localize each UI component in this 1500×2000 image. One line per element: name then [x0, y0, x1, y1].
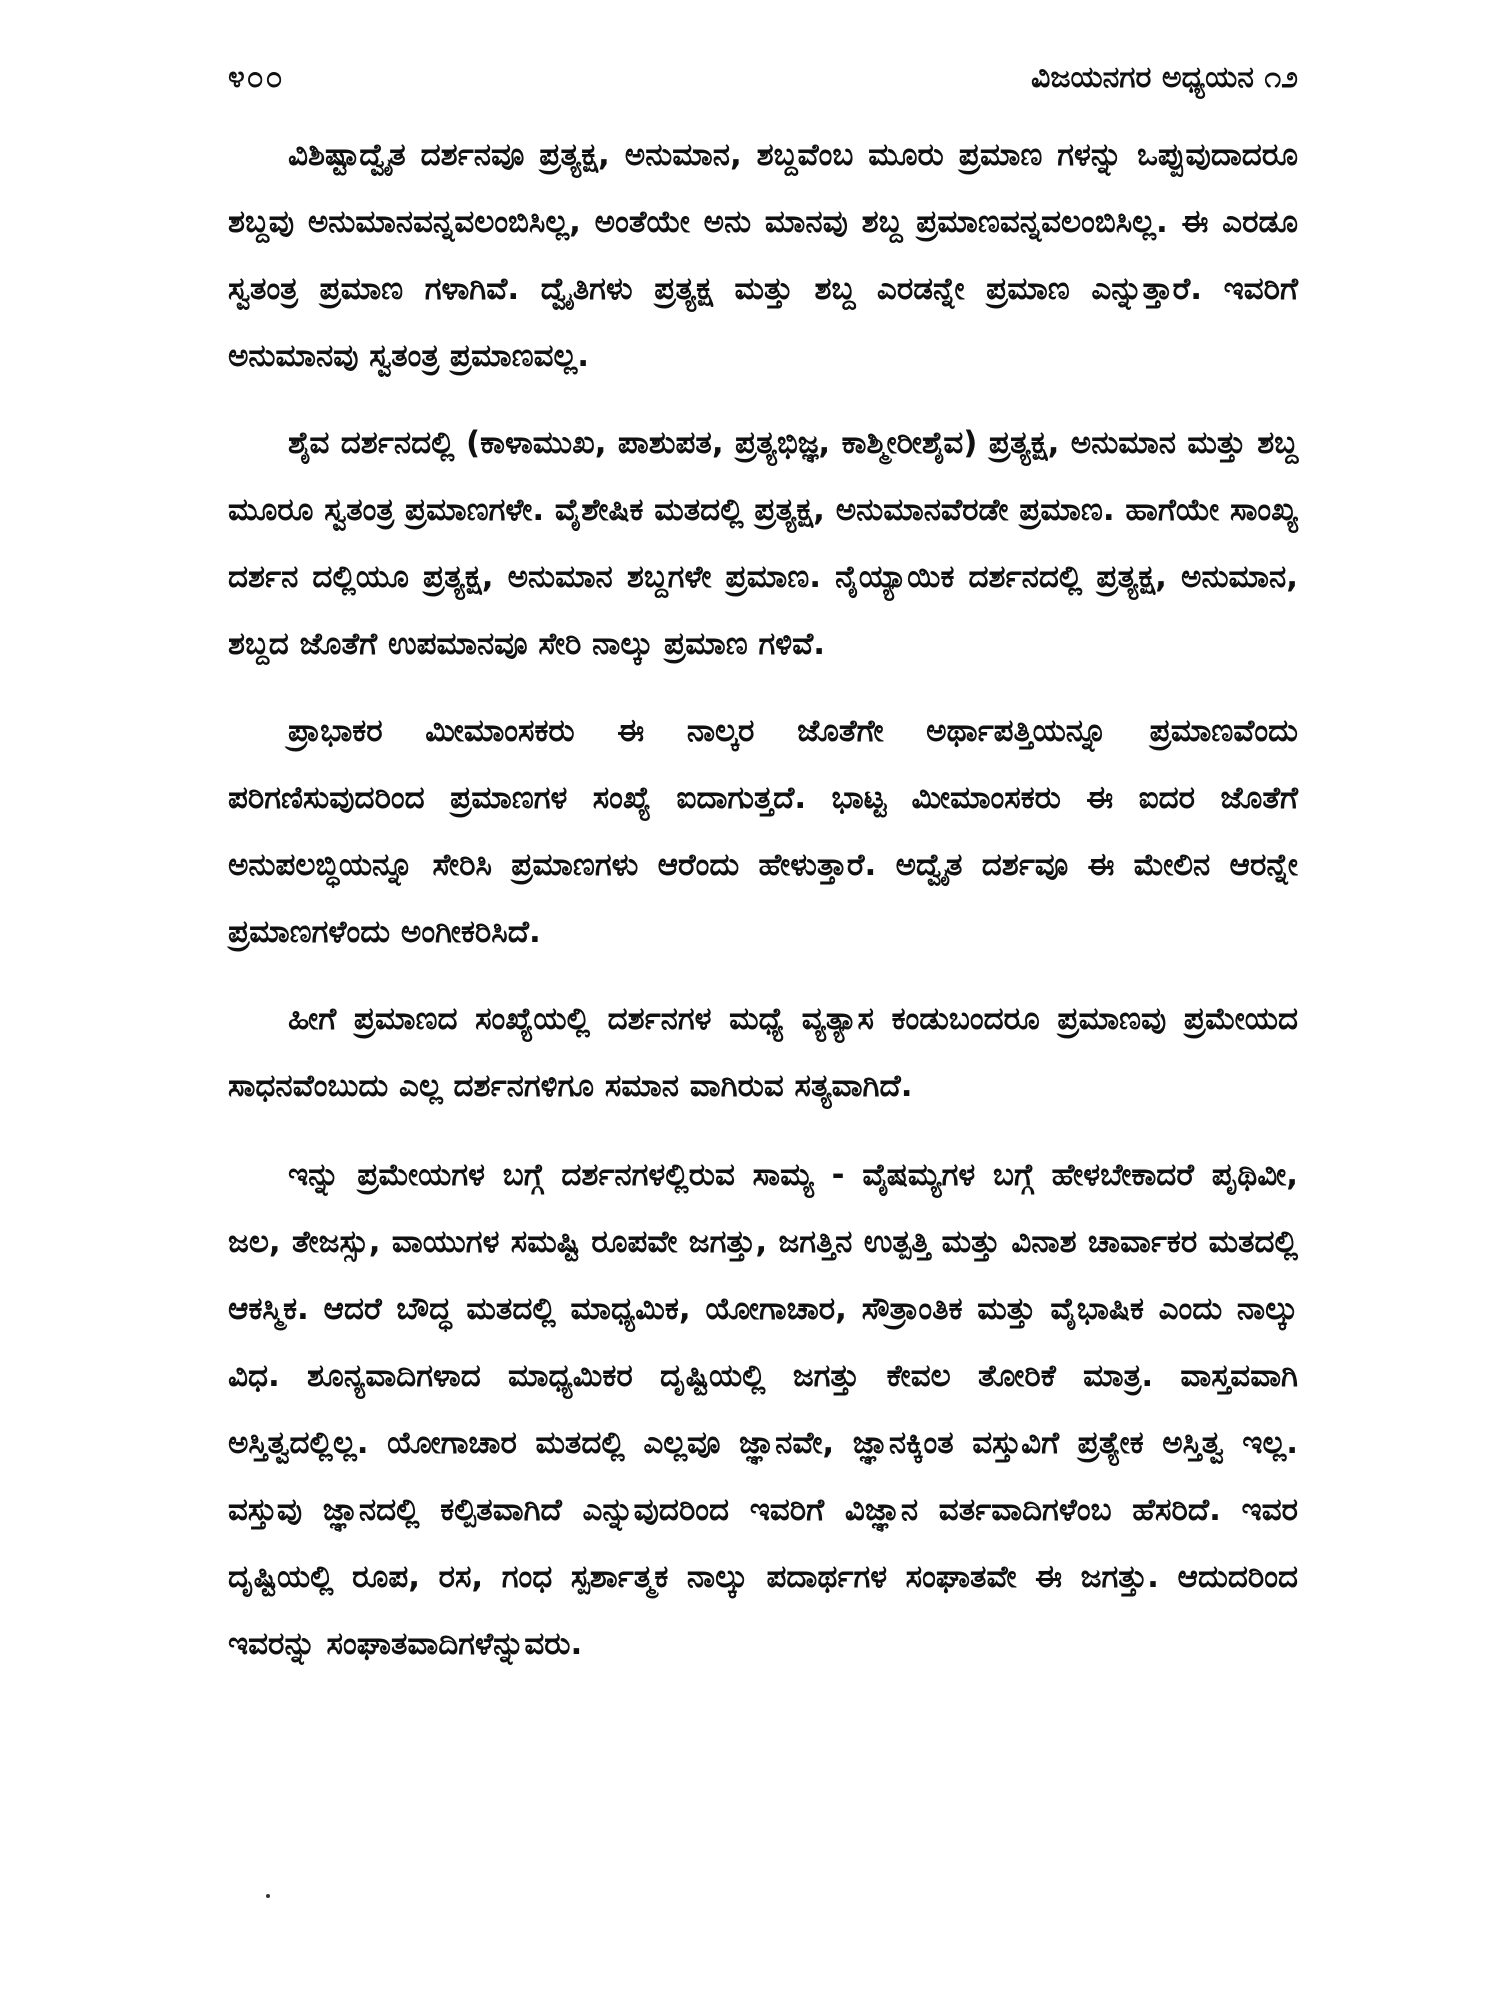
paragraph: ಇನ್ನು ಪ್ರಮೇಯಗಳ ಬಗ್ಗೆ ದರ್ಶನಗಳಲ್ಲಿರುವ ಸಾಮ್ಯ - ವೈಷಮ್ಯಗಳ ಬಗ್ಗೆ ಹೇಳಬೇಕಾದರೆ ಪೃಥಿವೀ, ಜಲ, ತೇಜಸ್ಸು, ವಾಯುಗಳ ಸಮಷ್ಟಿ ರೂಪವೇ ಜಗತ್ತು, ಜಗತ್ತಿನ ಉತ್ಪತ್ತಿ ಮತ್ತು ವಿನಾಶ ಚಾರ್ವಾಕರ ಮತದಲ್ಲಿ ಆಕಸ್ಮಿಕ. ಆದರೆ ಬೌದ್ಧ ಮತದಲ್ಲಿ ಮಾಧ್ಯಮಿಕ, ಯೋಗಾಚಾರ, ಸೌತ್ರಾಂತಿಕ ಮತ್ತು ವೈಭಾಷಿಕ ಎಂದು ನಾಲ್ಕು ವಿಧ. ಶೂನ್ಯವಾದಿಗಳಾದ ಮಾಧ್ಯಮಿಕರ ದೃಷ್ಟಿಯಲ್ಲಿ ಜಗತ್ತು ಕೇವಲ ತೋರಿಕೆ ಮಾತ್ರ. ವಾಸ್ತವವಾಗಿ ಅಸ್ತಿತ್ವದಲ್ಲಿಲ್ಲ. ಯೋಗಾಚಾರ ಮತದಲ್ಲಿ ಎಲ್ಲವೂ ಜ್ಞಾನವೇ, ಜ್ಞಾನಕ್ಕಿಂತ ವಸ್ತುವಿಗೆ ಪ್ರತ್ಯೇಕ ಅಸ್ತಿತ್ವ ಇಲ್ಲ. ವಸ್ತುವು ಜ್ಞಾನದಲ್ಲಿ ಕಲ್ಪಿತವಾಗಿದೆ ಎನ್ನುವುದರಿಂದ ಇವರಿಗೆ ವಿಜ್ಞಾನ ವರ್ತವಾದಿಗಳೆಂಬ ಹೆಸರಿದೆ. ಇವರ ದೃಷ್ಟಿಯಲ್ಲಿ ರೂಪ, ರಸ, ಗಂಧ ಸ್ಪರ್ಶಾತ್ಮಕ ನಾಲ್ಕು ಪದಾರ್ಥಗಳ ಸಂಘಾತವೇ ಈ ಜಗತ್ತು. ಆದುದರಿಂದ ಇವರನ್ನು ಸಂಘಾತವಾದಿಗಳೆನ್ನುವರು.: [228, 1157, 1298, 1662]
page-number: ೪೦೦: [228, 59, 285, 95]
paragraph: ವಿಶಿಷ್ಟಾದ್ವೈತ ದರ್ಶನವೂ ಪ್ರತ್ಯಕ್ಷ, ಅನುಮಾನ, ಶಬ್ದವೆಂಬ ಮೂರು ಪ್ರಮಾಣ ಗಳನ್ನು ಒಪ್ಪುವುದಾದರೂ ಶಬ್ದವು ಅನುಮಾನವನ್ನವಲಂಬಿಸಿಲ್ಲ, ಅಂತೆಯೇ ಅನು ಮಾನವು ಶಬ್ದ ಪ್ರಮಾಣವನ್ನವಲಂಬಿಸಿಲ್ಲ. ಈ ಎರಡೂ ಸ್ವತಂತ್ರ ಪ್ರಮಾಣ ಗಳಾಗಿವೆ. ದ್ವೈತಿಗಳು ಪ್ರತ್ಯಕ್ಷ ಮತ್ತು ಶಬ್ದ ಎರಡನ್ನೇ ಪ್ರಮಾಣ ಎನ್ನುತ್ತಾರೆ. ಇವರಿಗೆ ಅನುಮಾನವು ಸ್ವತಂತ್ರ ಪ್ರಮಾಣವಲ್ಲ.: [228, 137, 1298, 374]
paragraph: ಶೈವ ದರ್ಶನದಲ್ಲಿ (ಕಾಳಾಮುಖ, ಪಾಶುಪತ, ಪ್ರತ್ಯಭಿಜ್ಞ, ಕಾಶ್ಮೀರೀಶೈವ) ಪ್ರತ್ಯಕ್ಷ, ಅನುಮಾನ ಮತ್ತು ಶಬ್ದ ಮೂರೂ ಸ್ವತಂತ್ರ ಪ್ರಮಾಣಗಳೇ. ವೈಶೇಷಿಕ ಮತದಲ್ಲಿ ಪ್ರತ್ಯಕ್ಷ, ಅನುಮಾನವೆರಡೇ ಪ್ರಮಾಣ. ಹಾಗೆಯೇ ಸಾಂಖ್ಯ ದರ್ಶನ ದಲ್ಲಿಯೂ ಪ್ರತ್ಯಕ್ಷ, ಅನುಮಾನ ಶಬ್ದಗಳೇ ಪ್ರಮಾಣ. ನೈಯ್ಯಾಯಿಕ ದರ್ಶನದಲ್ಲಿ ಪ್ರತ್ಯಕ್ಷ, ಅನುಮಾನ, ಶಬ್ದದ ಜೊತೆಗೆ ಉಪಮಾನವೂ ಸೇರಿ ನಾಲ್ಕು ಪ್ರಮಾಣ ಗಳಿವೆ.: [228, 425, 1298, 662]
running-title: ವಿಜಯನಗರ ಅಧ್ಯಯನ ೧೨: [1030, 59, 1298, 95]
paragraph: ಪ್ರಾಭಾಕರ ಮೀಮಾಂಸಕರು ಈ ನಾಲ್ಕರ ಜೊತೆಗೇ ಅರ್ಥಾಪತ್ತಿಯನ್ನೂ ಪ್ರಮಾಣವೆಂದು ಪರಿಗಣಿಸುವುದರಿಂದ ಪ್ರಮಾಣಗಳ ಸಂಖ್ಯೆ ಐದಾಗುತ್ತದೆ. ಭಾಟ್ಟ ಮೀಮಾಂಸಕರು ಈ ಐದರ ಜೊತೆಗೆ ಅನುಪಲಬ್ಧಿಯನ್ನೂ ಸೇರಿಸಿ ಪ್ರಮಾಣಗಳು ಆರೆಂದು ಹೇಳುತ್ತಾರೆ. ಅದ್ವೈತ ದರ್ಶವೂ ಈ ಮೇಲಿನ ಆರನ್ನೇ ಪ್ರಮಾಣಗಳೆಂದು ಅಂಗೀಕರಿಸಿದೆ.: [228, 713, 1298, 950]
body-text: [228, 122, 1298, 1698]
paragraph: ಹೀಗೆ ಪ್ರಮಾಣದ ಸಂಖ್ಯೆಯಲ್ಲಿ ದರ್ಶನಗಳ ಮಧ್ಯೆ ವ್ಯತ್ಯಾಸ ಕಂಡುಬಂದರೂ ಪ್ರಮಾಣವು ಪ್ರಮೇಯದ ಸಾಧನವೆಂಬುದು ಎಲ್ಲ ದರ್ಶನಗಳಿಗೂ ಸಮಾನ ವಾಗಿರುವ ಸತ್ಯವಾಗಿದೆ.: [228, 1001, 1298, 1104]
ink-speck: [266, 1894, 270, 1898]
page-header: [228, 52, 1298, 102]
